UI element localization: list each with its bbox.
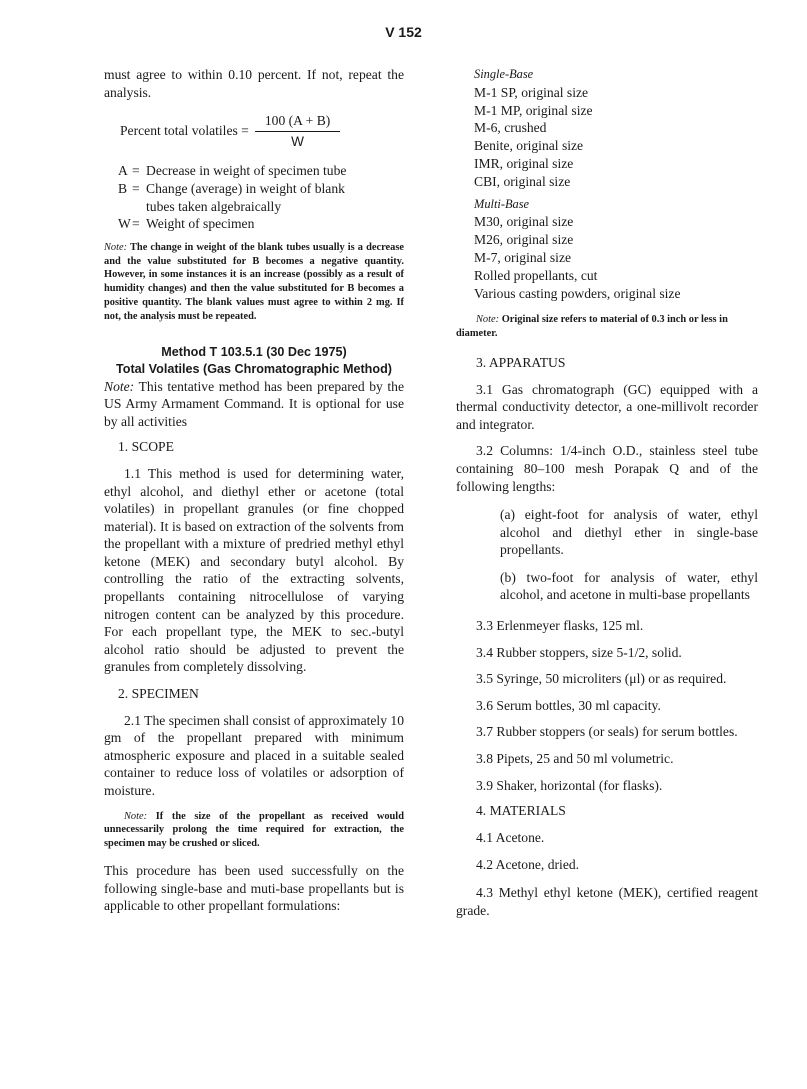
- def-symbol: [118, 198, 132, 216]
- note-text: Original size refers to material of 0.3 inch or less in diameter.: [456, 314, 728, 340]
- paragraph-4-1: 4.1 Acetone.: [476, 829, 545, 845]
- note-text: This tentative method has been prepared by the US Army Armament Command. It is optional for use by all activities: [104, 378, 405, 429]
- note-text: The change in weight of the blank tubes usually is a decrease and the value substituted for B becomes a negative quantity. However, in some instances it is an increase (possibly as a result of humidity changes) and then the value substituted for B becomes a positive quantity. The blank values must agree to within 2 mg. If not, the analysis must be repeated.: [104, 241, 404, 322]
- tentative-note: [104, 378, 404, 431]
- definition-row: [118, 162, 404, 180]
- list-item: M26, original size: [474, 232, 574, 248]
- method-title: Method T 103.5.1 (30 Dec 1975): [161, 344, 347, 359]
- formula-label: Percent total volatiles =: [120, 123, 249, 139]
- paragraph-3-5: 3.5 Syringe, 50 microliters (μl) or as required.: [476, 671, 727, 687]
- list-item: M-7, original size: [474, 249, 572, 265]
- section-apparatus-title: 3. APPARATUS: [476, 354, 566, 370]
- paragraph-2-1: 2.1 The specimen shall consist of approximately 10 gm of the propellant prepared with minimum atmospheric exposure and placed in a suitable sealed container to reduce loss of volatiles or adsorption of moisture.: [104, 712, 404, 798]
- def-text: Decrease in weight of specimen tube: [146, 163, 347, 179]
- def-text: tubes taken algebraically: [146, 198, 282, 214]
- def-equals: [132, 198, 146, 216]
- single-base-list: [456, 66, 758, 191]
- list-item: M-1 MP, original size: [474, 102, 593, 118]
- paragraph-3-6: 3.6 Serum bottles, 30 ml capacity.: [476, 697, 661, 713]
- paragraph-3-2-a: (a) eight-foot for analysis of water, ethyl alcohol and diethyl ether in single-base propellants.: [500, 507, 758, 558]
- paragraph-3-1: 3.1 Gas chromatograph (GC) equipped with a thermal conductivity detector, a one-millivolt recorder and integrator.: [456, 381, 758, 432]
- paragraph-4-3: 4.3 Methyl ethyl ketone (MEK), certified reagent grade.: [456, 885, 758, 918]
- procedure-paragraph: This procedure has been used successfully on the following single-base and muti-base propellants but is applicable to other propellant formulations:: [104, 862, 404, 914]
- list-item: Benite, original size: [474, 138, 584, 154]
- def-equals: =: [132, 180, 140, 196]
- paragraph-1-1: 1.1 This method is used for determining water, ethyl alcohol, and diethyl ether or acetone (total volatiles) in propellant granules (or fine chopped material). It is based on extraction of the solvents from the propellant with a mixture of predried methyl ethyl ketone (MEK) and secondary butyl alcohol. By controlling the ratio of the extracting solvents, propellants containing nitrocellulose of varying nitrogen content can be analyzed by this procedure. For each propellant type, the MEK to sec.-butyl alcohol ratio should be adjusted to prevent the granules from completely dissolving.: [104, 465, 404, 675]
- note-blank-tubes: [104, 241, 404, 324]
- formula-denominator: W: [291, 133, 304, 149]
- paragraph-3-7: 3.7 Rubber stoppers (or seals) for serum bottles.: [476, 724, 738, 740]
- paragraph-3-3: 3.3 Erlenmeyer flasks, 125 ml.: [476, 618, 644, 634]
- section-specimen-title: 2. SPECIMEN: [118, 686, 199, 702]
- paragraph-3-4: 3.4 Rubber stoppers, size 5-1/2, solid.: [476, 644, 682, 660]
- single-base-heading: Single-Base: [474, 67, 534, 81]
- right-column: [456, 66, 758, 919]
- formula-numerator: 100 (A + B): [255, 112, 340, 132]
- method-heading: [104, 344, 404, 378]
- paragraph-4-2: 4.2 Acetone, dried.: [476, 857, 580, 873]
- variable-definitions: [118, 162, 404, 232]
- def-equals: =: [132, 163, 140, 179]
- agree-paragraph: must agree to within 0.10 percent. If not, repeat the analysis.: [104, 67, 404, 100]
- def-symbol: W: [118, 216, 131, 232]
- def-symbol: A: [118, 163, 128, 179]
- paragraph-3-9: 3.9 Shaker, horizontal (for flasks).: [476, 777, 663, 793]
- paragraph-3-8: 3.8 Pipets, 25 and 50 ml volumetric.: [476, 751, 674, 767]
- list-item: CBI, original size: [474, 173, 571, 189]
- definition-row: [118, 215, 404, 233]
- paragraph-3-2-b: (b) two-foot for analysis of water, ethyl alcohol, and acetone in multi-base propellants: [500, 569, 758, 603]
- method-subtitle: Total Volatiles (Gas Chromatographic Method): [116, 361, 392, 376]
- note-label: Note:: [104, 241, 128, 253]
- list-item: M30, original size: [474, 214, 574, 230]
- list-item: M-1 SP, original size: [474, 84, 589, 100]
- def-equals: =: [132, 216, 140, 232]
- left-column: [104, 66, 404, 915]
- note-original-size: [456, 313, 758, 341]
- note-label: Note:: [476, 314, 500, 326]
- formula-fraction: [255, 112, 340, 150]
- list-item: Rolled propellants, cut: [474, 267, 598, 283]
- list-item: IMR, original size: [474, 155, 574, 171]
- def-symbol: B: [118, 180, 128, 196]
- section-materials-title: 4. MATERIALS: [476, 803, 566, 819]
- definition-row: [118, 180, 404, 198]
- def-text: Change (average) in weight of blank: [146, 180, 345, 196]
- note-text: If the size of the propellant as received would unnecessarily prolong the time required for extraction, the specimen may be crushed or sliced.: [104, 810, 404, 850]
- definition-row: [118, 198, 404, 216]
- list-item: M-6, crushed: [474, 120, 547, 136]
- list-item: Various casting powders, original size: [474, 285, 681, 301]
- def-text: Weight of specimen: [146, 216, 255, 232]
- multi-base-list: [456, 196, 758, 303]
- multi-base-heading: Multi-Base: [474, 196, 530, 211]
- note-label: Note:: [124, 810, 148, 822]
- paragraph-3-2: 3.2 Columns: 1/4-inch O.D., stainless steel tube containing 80–100 mesh Porapak Q and of the following lengths:: [456, 443, 758, 494]
- note-label: Note:: [104, 378, 135, 394]
- volatiles-formula: [120, 112, 404, 150]
- note-crushed: [104, 810, 404, 851]
- page-number: V 152: [385, 24, 422, 40]
- section-scope-title: 1. SCOPE: [118, 439, 174, 455]
